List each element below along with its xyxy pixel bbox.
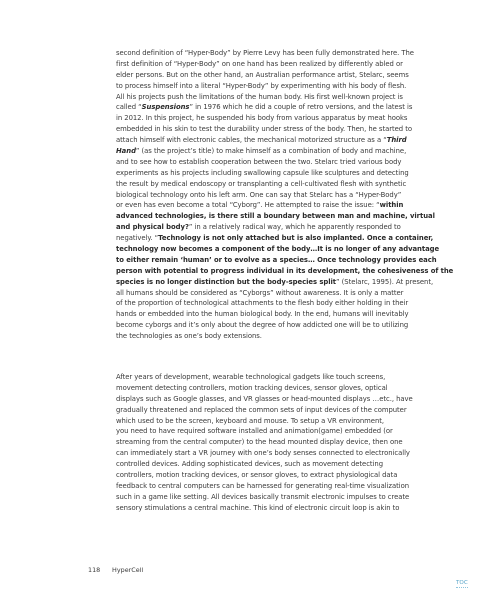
text-line xyxy=(116,266,454,277)
text-run: gradually threatened and replaced the common sets of input devices of the computer xyxy=(116,405,407,414)
text-run: controllers, motion tracking devices, or sensor gloves, to extract physiological data xyxy=(116,471,398,480)
text-run: feedback to central computers can be harnessed for generating real-time visualization xyxy=(116,481,410,490)
text-run: ” (Stelarc, 1995). At present, xyxy=(336,277,434,286)
text-run: the technologies as one’s body extensions. xyxy=(116,332,262,341)
text-line xyxy=(116,383,440,394)
text-line xyxy=(116,277,440,288)
text-line xyxy=(116,244,440,255)
text-line xyxy=(116,320,440,331)
text-run: embedded in his skin to test the durability under stress of the body. Then, he started to xyxy=(116,125,412,134)
emphasized-text: technology now becomes a component of the body…It is no longer of any advantage xyxy=(116,245,440,254)
text-line xyxy=(116,146,440,157)
text-run: called “ xyxy=(116,103,142,112)
text-line xyxy=(116,81,440,92)
text-line xyxy=(116,426,440,437)
text-line xyxy=(116,309,440,320)
emphasized-text: advanced technologies, is there still a boundary between man and machine, virtual xyxy=(116,212,435,221)
text-line xyxy=(116,416,440,427)
emphasized-text: within xyxy=(379,201,404,210)
text-run: experiments as his projects including swallowing capsule like sculptures and detecting xyxy=(116,168,409,177)
text-run: After years of development, wearable technological gadgets like touch screens, xyxy=(116,373,386,381)
text-line xyxy=(116,124,440,135)
emphasized-text: to either remain ‘human’ or to evolve as a species… Once technology provides each xyxy=(116,255,437,264)
text-run: in 2012. In this project, he suspended his body from various apparatus by meat hooks xyxy=(116,114,408,123)
text-line xyxy=(116,48,440,59)
text-line xyxy=(116,102,440,113)
text-line xyxy=(116,200,440,211)
body-paragraph-1 xyxy=(116,48,454,342)
text-run: or even has even become a total “Cyborg”. He attempted to raise the issue: “ xyxy=(116,201,380,210)
text-line xyxy=(116,372,440,383)
text-line xyxy=(116,331,440,342)
text-run: to process himself into a literal “Hyper-Body” by experimenting with his body of flesh. xyxy=(116,81,407,90)
text-run: first definition of “Hyper-Body” on one hand has been realized by differently abled or xyxy=(116,59,403,68)
text-line xyxy=(116,448,440,459)
text-line xyxy=(116,394,440,405)
text-line xyxy=(116,92,440,103)
text-run: movement detecting controllers, motion tracking devices, sensor gloves, optical xyxy=(116,383,388,392)
text-line xyxy=(116,470,440,481)
text-run: streaming from the central computer) to the head mounted display device, then one xyxy=(116,438,403,447)
emphasized-text: person with potential to progress individual in its development, the cohesiveness of the xyxy=(116,266,454,275)
text-run: biological technology onto his left arm. One can say that Stelarc has a “Hyper-Body” xyxy=(116,190,402,199)
text-line xyxy=(116,459,440,470)
text-run: all humans should be considered as “Cyborgs” without awareness. It is only a matter xyxy=(116,288,404,297)
text-run: of the proportion of technological attachments to the flesh body either holding in their xyxy=(116,299,409,308)
text-run: ” (as the project’s title) to make himself as a combination of body and machine, xyxy=(135,147,407,156)
text-run: displays such as Google glasses, and VR glasses or head-mounted displays …etc., have xyxy=(116,394,413,403)
text-line xyxy=(116,298,440,309)
running-title: HyperCell xyxy=(112,566,144,574)
text-line xyxy=(116,481,440,492)
text-line xyxy=(116,113,440,124)
text-run: controlled devices. Adding sophisticated devices, such as movement detecting xyxy=(116,460,383,469)
emphasized-text: Third xyxy=(386,136,407,145)
text-run: such in a game like setting. All devices basically transmit electronic impulses to create xyxy=(116,492,410,501)
text-line xyxy=(116,168,440,179)
emphasized-text: Hand xyxy=(116,147,136,156)
page-footer xyxy=(88,566,143,574)
text-run: sensory stimulations a central machine. This kind of electronic circuit loop is akin to xyxy=(116,503,400,512)
text-line xyxy=(116,211,440,222)
text-line xyxy=(116,135,440,146)
text-line xyxy=(116,190,440,201)
emphasized-text: and physical body? xyxy=(116,223,189,232)
text-line xyxy=(116,503,440,514)
toc-link[interactable]: TOC xyxy=(456,580,468,586)
text-line xyxy=(116,437,440,448)
text-line xyxy=(116,222,440,233)
text-line xyxy=(116,179,440,190)
text-line xyxy=(116,288,440,299)
text-run: the result by medical endoscopy or transplanting a cell-cultivated flesh with synthetic xyxy=(116,179,407,188)
body-paragraph-2 xyxy=(116,372,440,514)
text-run: ” in 1976 which he did a couple of retro versions, and the latest is xyxy=(189,103,413,112)
text-run: elder persons. But on the other hand, an Australian performance artist, Stelarc, seems xyxy=(116,70,409,79)
text-line xyxy=(116,492,440,503)
text-run: can immediately start a VR journey with one’s body senses connected to electronically xyxy=(116,449,410,458)
page-number: 118 xyxy=(88,566,101,574)
text-run: second definition of “Hyper-Body” by Pierre Levy has been fully demonstrated here. The xyxy=(116,49,414,57)
emphasized-text: species is no longer distinction but the body-species split xyxy=(116,277,337,286)
text-run: All his projects push the limitations of the human body. His first well-known project is xyxy=(116,92,403,101)
text-run: you need to have required software installed and animation(game) embedded (or xyxy=(116,427,393,436)
text-run: become cyborgs and it’s only about the degree of how addicted one will be to utilizing xyxy=(116,321,409,330)
text-line xyxy=(116,157,440,168)
text-run: hands or embedded into the human biological body. In the end, humans will inevitably xyxy=(116,310,409,319)
text-line xyxy=(116,70,440,81)
emphasized-text: Technology is not only attached but is also implanted. Once a container, xyxy=(158,234,434,243)
text-line xyxy=(116,233,440,244)
text-run: attach himself with electronic cables, the mechanical motorized structure as a “ xyxy=(116,136,387,145)
text-run: which used to be the screen, keyboard and mouse. To setup a VR environment, xyxy=(116,416,385,425)
text-line xyxy=(116,59,440,70)
text-run: negatively. “ xyxy=(116,234,159,243)
text-line xyxy=(116,405,440,416)
text-run: ” in a relatively radical way, which he apparently responded to xyxy=(188,223,401,232)
emphasized-text: Suspensions xyxy=(141,103,190,112)
text-run: and to see how to establish cooperation between the two. Stelarc tried various body xyxy=(116,157,402,166)
text-line xyxy=(116,255,440,266)
